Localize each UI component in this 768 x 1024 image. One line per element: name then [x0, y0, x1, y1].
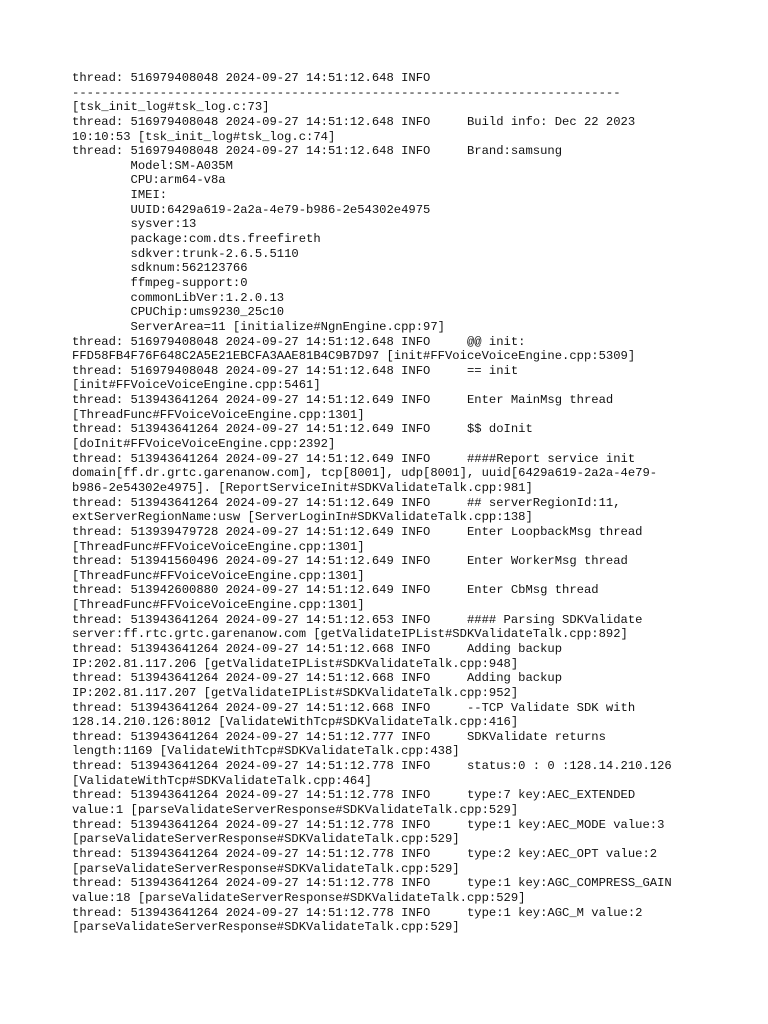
- log-line: [ThreadFunc#FFVoiceVoiceEngine.cpp:1301]: [72, 598, 365, 613]
- log-line: thread: 516979408048 2024-09-27 14:51:12.648 INFO == init: [72, 363, 519, 378]
- log-line: sysver:13: [72, 217, 197, 232]
- log-line: thread: 513943641264 2024-09-27 14:51:12.668 INFO --TCP Validate SDK with: [72, 700, 636, 715]
- log-line: thread: 513943641264 2024-09-27 14:51:12.778 INFO type:1 key:AGC_M value:2: [72, 905, 643, 920]
- log-line: thread: 516979408048 2024-09-27 14:51:12.648 INFO Build info: Dec 22 2023: [72, 114, 636, 129]
- log-line: length:1169 [ValidateWithTcp#SDKValidateTalk.cpp:438]: [72, 744, 460, 759]
- log-line: thread: 513943641264 2024-09-27 14:51:12.649 INFO ####Report service init: [72, 451, 636, 466]
- log-line: CPU:arm64-v8a: [72, 173, 226, 188]
- log-line: [ThreadFunc#FFVoiceVoiceEngine.cpp:1301]: [72, 568, 365, 583]
- log-line: domain[ff.dr.grtc.garenanow.com], tcp[8001], udp[8001], uuid[6429a619-2a2a-4e79-: [72, 466, 658, 481]
- log-line: thread: 513942600880 2024-09-27 14:51:12.649 INFO Enter CbMsg thread: [72, 583, 599, 598]
- log-line: thread: 513943641264 2024-09-27 14:51:12.778 INFO type:2 key:AEC_OPT value:2: [72, 846, 658, 861]
- log-text-block: [72, 71, 712, 935]
- log-line: ffmpeg-support:0: [72, 275, 248, 290]
- log-line: sdknum:562123766: [72, 261, 248, 276]
- log-line: [doInit#FFVoiceVoiceEngine.cpp:2392]: [72, 437, 336, 452]
- log-line: value:18 [parseValidateServerResponse#SDKValidateTalk.cpp:529]: [72, 890, 526, 905]
- log-line: thread: 513943641264 2024-09-27 14:51:12.653 INFO #### Parsing SDKValidate: [72, 612, 643, 627]
- log-line: commonLibVer:1.2.0.13: [72, 290, 285, 305]
- log-line: value:1 [parseValidateServerResponse#SDKValidateTalk.cpp:529]: [72, 803, 519, 818]
- log-line: thread: 513943641264 2024-09-27 14:51:12.778 INFO type:1 key:AEC_MODE value:3: [72, 817, 665, 832]
- log-line: thread: 513943641264 2024-09-27 14:51:12.649 INFO Enter MainMsg thread: [72, 393, 614, 408]
- log-line: 128.14.210.126:8012 [ValidateWithTcp#SDKValidateTalk.cpp:416]: [72, 715, 519, 730]
- log-line: thread: 513939479728 2024-09-27 14:51:12.649 INFO Enter LoopbackMsg thread: [72, 524, 643, 539]
- log-line: [ThreadFunc#FFVoiceVoiceEngine.cpp:1301]: [72, 539, 365, 554]
- log-line: thread: 513943641264 2024-09-27 14:51:12.668 INFO Adding backup: [72, 671, 563, 686]
- log-line: IP:202.81.117.206 [getValidateIPList#SDKValidateTalk.cpp:948]: [72, 656, 519, 671]
- log-line: thread: 516979408048 2024-09-27 14:51:12.648 INFO Brand:samsung: [72, 144, 563, 159]
- log-line: thread: 513943641264 2024-09-27 14:51:12.649 INFO $$ doInit: [72, 422, 533, 437]
- log-line: thread: 513941560496 2024-09-27 14:51:12.649 INFO Enter WorkerMsg thread: [72, 554, 628, 569]
- log-line: package:com.dts.freefireth: [72, 232, 321, 247]
- log-line: IP:202.81.117.207 [getValidateIPList#SDKValidateTalk.cpp:952]: [72, 685, 519, 700]
- log-line: ---------------------------------------------------------------------------: [72, 85, 621, 100]
- log-line: thread: 516979408048 2024-09-27 14:51:12.648 INFO: [72, 71, 431, 85]
- log-line: thread: 513943641264 2024-09-27 14:51:12.778 INFO status:0 : 0 :128.14.210.126: [72, 759, 672, 774]
- log-line: [parseValidateServerResponse#SDKValidateTalk.cpp:529]: [72, 832, 460, 847]
- log-line: thread: 513943641264 2024-09-27 14:51:12.778 INFO type:7 key:AEC_EXTENDED: [72, 788, 636, 803]
- log-line: thread: 513943641264 2024-09-27 14:51:12.777 INFO SDKValidate returns: [72, 729, 606, 744]
- log-line: extServerRegionName:usw [ServerLoginIn#SDKValidateTalk.cpp:138]: [72, 510, 533, 525]
- log-line: ServerArea=11 [initialize#NgnEngine.cpp:97]: [72, 319, 445, 334]
- log-line: sdkver:trunk-2.6.5.5110: [72, 246, 299, 261]
- log-line: [parseValidateServerResponse#SDKValidateTalk.cpp:529]: [72, 920, 460, 935]
- log-line: IMEI:: [72, 188, 168, 203]
- log-line: CPUChip:ums9230_25c10: [72, 305, 285, 320]
- log-line: thread: 513943641264 2024-09-27 14:51:12.778 INFO type:1 key:AGC_COMPRESS_GAIN: [72, 876, 672, 891]
- log-line: [init#FFVoiceVoiceEngine.cpp:5461]: [72, 378, 321, 393]
- log-line: [ThreadFunc#FFVoiceVoiceEngine.cpp:1301]: [72, 407, 365, 422]
- log-line: thread: 513943641264 2024-09-27 14:51:12.649 INFO ## serverRegionId:11,: [72, 495, 621, 510]
- log-line: b986-2e54302e4975]. [ReportServiceInit#SDKValidateTalk.cpp:981]: [72, 480, 533, 495]
- log-line: FFD58FB4F76F648C2A5E21EBCFA3AAE81B4C9B7D97 [init#FFVoiceVoiceEngine.cpp:5309]: [72, 349, 636, 364]
- log-line: 10:10:53 [tsk_init_log#tsk_log.c:74]: [72, 129, 336, 144]
- log-line: Model:SM-A035M: [72, 158, 233, 173]
- log-line: [tsk_init_log#tsk_log.c:73]: [72, 100, 270, 115]
- log-line: [ValidateWithTcp#SDKValidateTalk.cpp:464]: [72, 773, 372, 788]
- log-line: UUID:6429a619-2a2a-4e79-b986-2e54302e4975: [72, 202, 431, 217]
- log-line: [parseValidateServerResponse#SDKValidateTalk.cpp:529]: [72, 861, 460, 876]
- log-line: thread: 516979408048 2024-09-27 14:51:12.648 INFO @@ init:: [72, 334, 526, 349]
- log-line: thread: 513943641264 2024-09-27 14:51:12.668 INFO Adding backup: [72, 641, 563, 656]
- log-line: server:ff.rtc.grtc.garenanow.com [getValidateIPList#SDKValidateTalk.cpp:892]: [72, 627, 628, 642]
